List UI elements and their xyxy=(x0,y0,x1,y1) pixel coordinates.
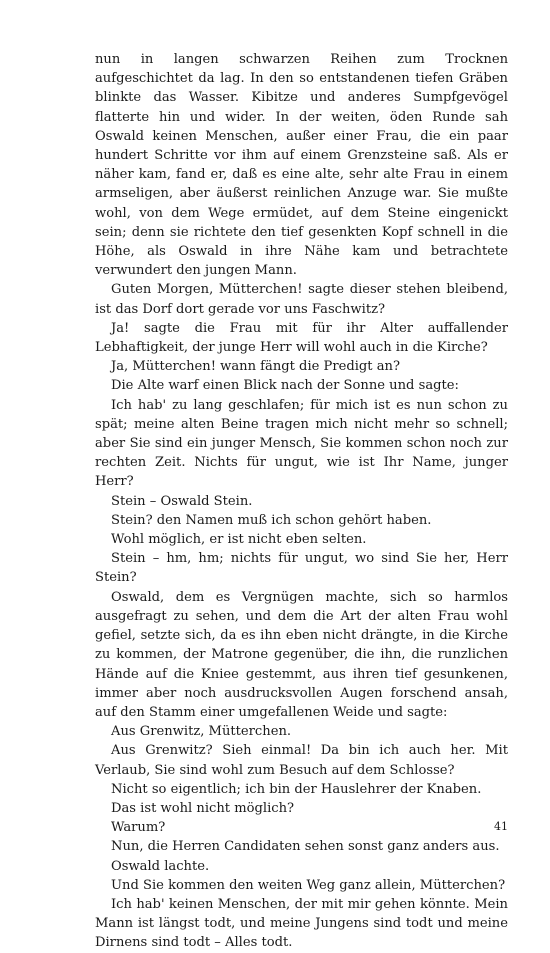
page-number: 41 xyxy=(494,820,508,833)
paragraph: Und Sie kommen den weiten Weg ganz allein, Mütterchen? xyxy=(111,877,506,893)
paragraph: Stein – hm, hm; nichts für ungut, wo sind Sie her, Herr Stein? xyxy=(95,551,508,586)
body-text xyxy=(95,50,508,953)
paragraph: Warum? xyxy=(111,820,166,836)
paragraph: Guten Morgen, Mütterchen! sagte dieser stehen bleibend, ist das Dorf dort gerade vor uns Faschwitz? xyxy=(95,282,508,317)
paragraph: Ich hab' keinen Menschen, der mit mir gehen könnte. Mein Mann ist längst todt, und meine Jungens sind todt und meine Dirnens sind todt – Alles todt. xyxy=(95,896,508,951)
paragraph: nun in langen schwarzen Reihen zum Trocknen aufgeschichtet da lag. In den so entstandenen tiefen Gräben blinkte das Wasser. Kibitze und anderes Sumpfgevögel flatterte hin und wider. In der weiten, öden Runde sah Oswald keinen Menschen, außer einer Frau, die ein paar hundert Schritte vor ihm auf einem Grenzsteine saß. Als er näher kam, fand er, daß es eine alte, sehr alte Frau in einem armseligen, aber äußerst reinlichen Anzuge war. Sie mußte wohl, von dem Wege ermüdet, auf dem Steine eingenickt sein; denn sie richtete den tief gesenkten Kopf schnell in die Höhe, als Oswald in ihre Nähe kam und betrachtete verwundert den jungen Mann. xyxy=(95,52,508,279)
paragraph: Die Alte warf einen Blick nach der Sonne und sagte: xyxy=(111,378,459,394)
paragraph: Ja, Mütterchen! wann fängt die Predigt an? xyxy=(111,359,400,375)
paragraph: Ja! sagte die Frau mit für ihr Alter auffallender Lebhaftigkeit, der junge Herr will wohl auch in die Kirche? xyxy=(95,320,508,356)
paragraph: Aus Grenwitz? Sieh einmal! Da bin ich auch her. Mit Verlaub, Sie sind wohl zum Besuch auf dem Schlosse? xyxy=(95,743,508,778)
paragraph: Oswald, dem es Vergnügen machte, sich so harmlos ausgefragt zu sehen, und dem die Art der alten Frau wohl gefiel, setzte sich, da es ihn eben nicht drängte, in die Kirche zu kommen, der Matrone gegenüber, die ihn, die runzlichen Hände auf die Kniee gestemmt, aus ihren tief gesunkenen, immer aber noch ausdrucksvollen Augen forschend ansah, auf den Stamm einer umgefallenen Weide und sagte: xyxy=(95,589,508,720)
paragraph: Ich hab' zu lang geschlafen; für mich ist es nun schon zu spät; meine alten Beine tragen mich nicht mehr so schnell; aber Sie sind ein junger Mensch, Sie kommen schon noch zur rechten Zeit. Nichts für ungut, wie ist Ihr Name, junger Herr? xyxy=(95,397,508,490)
paragraph: Oswald lachte. xyxy=(111,858,210,874)
paragraph: Das ist wohl nicht möglich? xyxy=(111,800,295,816)
paragraph: Nun, die Herren Candidaten sehen sonst ganz anders aus. xyxy=(111,839,500,855)
paragraph: Wohl möglich, er ist nicht eben selten. xyxy=(111,532,367,548)
paragraph: Nicht so eigentlich; ich bin der Hauslehrer der Knaben. xyxy=(111,781,482,797)
paragraph: Aus Grenwitz, Mütterchen. xyxy=(111,724,292,740)
paragraph: Stein? den Namen muß ich schon gehört haben. xyxy=(111,512,432,528)
paragraph: Stein – Oswald Stein. xyxy=(111,493,253,509)
